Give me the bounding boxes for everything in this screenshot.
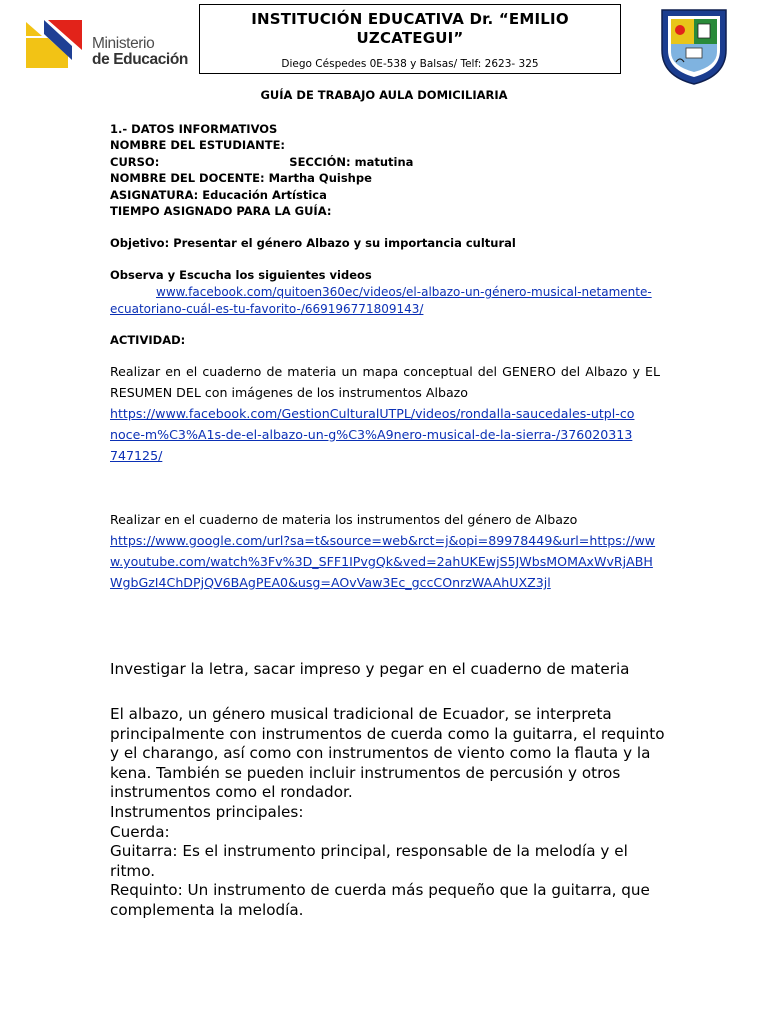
institution-box [199,4,621,74]
activity-heading: ACTIVIDAD: [110,333,186,347]
watch-heading: Observa y Escucha los siguientes videos [110,268,372,282]
course-label: CURSO: [110,154,160,169]
school-crest [658,6,730,86]
student-name-label: NOMBRE DEL ESTUDIANTE: [110,138,286,153]
teacher-label: NOMBRE DEL DOCENTE: Martha Quishpe [110,171,372,186]
requinto-item: Requinto: Un instrumento de cuerda más pequeño que la guitarra, que complementa la melodía. [110,881,650,919]
activity-1-link-wrap [110,403,640,466]
institution-name: INSTITUCIÓN EDUCATIVA Dr. “EMILIO UZCATEGUI” [251,10,569,47]
watch-link-wrap [110,283,662,317]
guide-title: GUÍA DE TRABAJO AULA DOMICILIARIA [260,88,508,102]
activity-1-text: Realizar en el cuaderno de materia un mapa conceptual del GENERO del Albazo y EL RESUMEN DEL con imágenes de los instrumentos Albazo [110,364,660,400]
subject-label: ASIGNATURA: Educación Artística [110,187,327,202]
ministry-line2: de Educación [92,51,188,68]
time-label: TIEMPO ASIGNADO PARA LA GUÍA: [110,204,332,219]
albazo-paragraph: El albazo, un género musical tradicional de Ecuador, se interpreta principalmente con instrumentos de cuerda como la guitarra, el requinto y el charango, así como con instrumentos de viento como la flauta y la kena. También se pueden incluir instrumentos de percusión y otros instrumentos como el rondador. [110,705,665,802]
guitar-item: Guitarra: Es el instrumento principal, responsable de la melodía y el ritmo. [110,842,628,880]
activity-2-link-wrap [110,530,660,593]
ministry-emblem-icon [24,16,90,72]
activity-2-text: Realizar en el cuaderno de materia los instrumentos del género de Albazo [110,512,578,527]
section-label: SECCIÓN: matutina [289,154,414,169]
crest-shield-icon [658,6,730,86]
albazo-description [110,705,670,921]
ministry-line1: Ministerio [92,35,155,52]
activity-1 [110,361,660,403]
google-youtube-link[interactable]: https://www.google.com/url?sa=t&source=web&rct=j&opi=89978449&url=https://www.youtube.com/watch%3Fv%3D_SFF1IPvgQk&ved=2ahUKEwjS5JWbsMOMAxWvRjABHWgbGzI4ChDPjQV6BAgPEA0&usg=AOvVaw3Ec_gccCOnrzWAAhUXZ3jl [110,533,656,590]
facebook-utpl-link[interactable]: https://www.facebook.com/GestionCulturalUTPL/videos/rondalla-saucedales-utpl-conoce-m%C3%A1s-de-el-albazo-un-g%C3%A9nero-musical-de-la-sierra-/376020313747125/ [110,406,635,463]
ministry-name [92,36,188,68]
watch-video-link[interactable]: www.facebook.com/quitoen360ec/videos/el-albazo-un-género-musical-netamente-ecuatoriano-cuál-es-tu-favorito-/669196771809143/ [110,285,652,316]
info-heading: 1.- DATOS INFORMATIVOS [110,122,278,136]
institution-address: Diego Céspedes 0E-538 y Balsas/ Telf: 2623- 325 [281,58,539,70]
course-section-row [110,154,413,170]
investigate-instruction: Investigar la letra, sacar impreso y pegar en el cuaderno de materia [110,660,630,678]
objective: Objetivo: Presentar el género Albazo y su importancia cultural [110,236,516,250]
strings-heading: Cuerda: [110,822,170,841]
instruments-heading: Instrumentos principales: [110,802,304,821]
activity-2 [110,509,660,530]
info-block [110,121,413,219]
